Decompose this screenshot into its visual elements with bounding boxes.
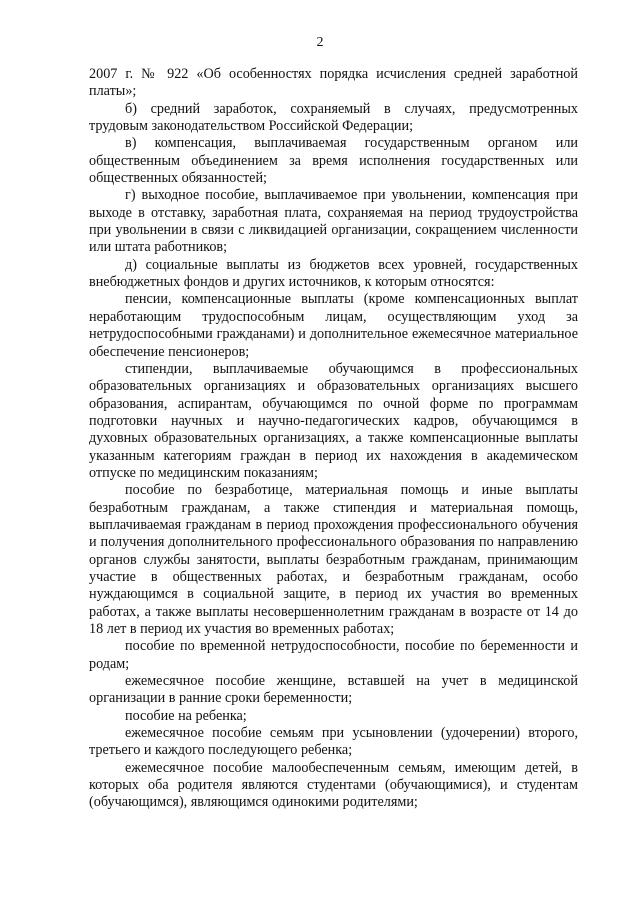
paragraph: пособие на ребенка; [125,707,247,724]
paragraph: пособие по безработице, материальная помощь и иные выплаты безработным гражданам, а также стипендия и материальная помощь, выплачиваемая гражданам в период прохождения профессионального обучения и получения дополнительного профессионального образования по направлению органов службы занятости, выплаты безработным гражданам, принимающим участие в общественных работах, и безработным гражданам, особо нуждающимся в социальной защите, в период их участия во временных работах, а также выплаты несовершеннолетним гражданам в возрасте от 14 до 18 лет в период их участия во временных работах; [89,482,578,637]
paragraph: в) компенсация, выплачиваемая государственным органом или общественным объединением за время исполнения государственных или общественных обязанностей; [89,135,578,187]
paragraph: ежемесячное пособие семьям при усыновлении (удочерении) второго, третьего и каждого последующего ребенка; [89,725,578,759]
paragraph: пособие по временной нетрудоспособности, пособие по беременности и родам; [89,638,578,672]
document-body [89,66,578,812]
paragraph: 2007 г. № 922 «Об особенностях порядка исчисления средней заработной платы»; [89,66,578,100]
paragraph: стипендии, выплачиваемые обучающимся в профессиональных образовательных организациях и образовательных организациях высшего образования, аспирантам, обучающимся по очной форме по программам подготовки научных и научно-педагогических кадров, обучающимся в духовных образовательных организациях, а также компенсационные выплаты указанным категориям граждан в период их нахождения в академическом отпуске по медицинским показаниям; [89,360,578,481]
paragraph: б) средний заработок, сохраняемый в случаях, предусмотренных трудовым законодательством Российской Федерации; [89,100,578,135]
paragraph: д) социальные выплаты из бюджетов всех уровней, государственных внебюджетных фондов и других источников, к которым относятся: [89,256,578,291]
paragraph: ежемесячное пособие женщине, вставшей на учет в медицинской организации в ранние сроки беременности; [89,673,578,707]
paragraph: г) выходное пособие, выплачиваемое при увольнении, компенсация при выходе в отставку, заработная плата, сохраняемая на период трудоустройства при увольнении в связи с ликвидацией организации, сокращением численности или штата работников; [89,187,578,256]
page-number: 2 [316,35,324,50]
paragraph: ежемесячное пособие малообеспеченным семьям, имеющим детей, в которых оба родителя являются студентами (обучающимися), и студентам (обучающимся), являющимся одинокими родителями; [89,759,578,811]
paragraph: пенсии, компенсационные выплаты (кроме компенсационных выплат неработающим трудоспособным лицам, осуществляющим уход за нетрудоспособными гражданами) и дополнительное ежемесячное материальное обеспечение пенсионеров; [89,291,578,360]
